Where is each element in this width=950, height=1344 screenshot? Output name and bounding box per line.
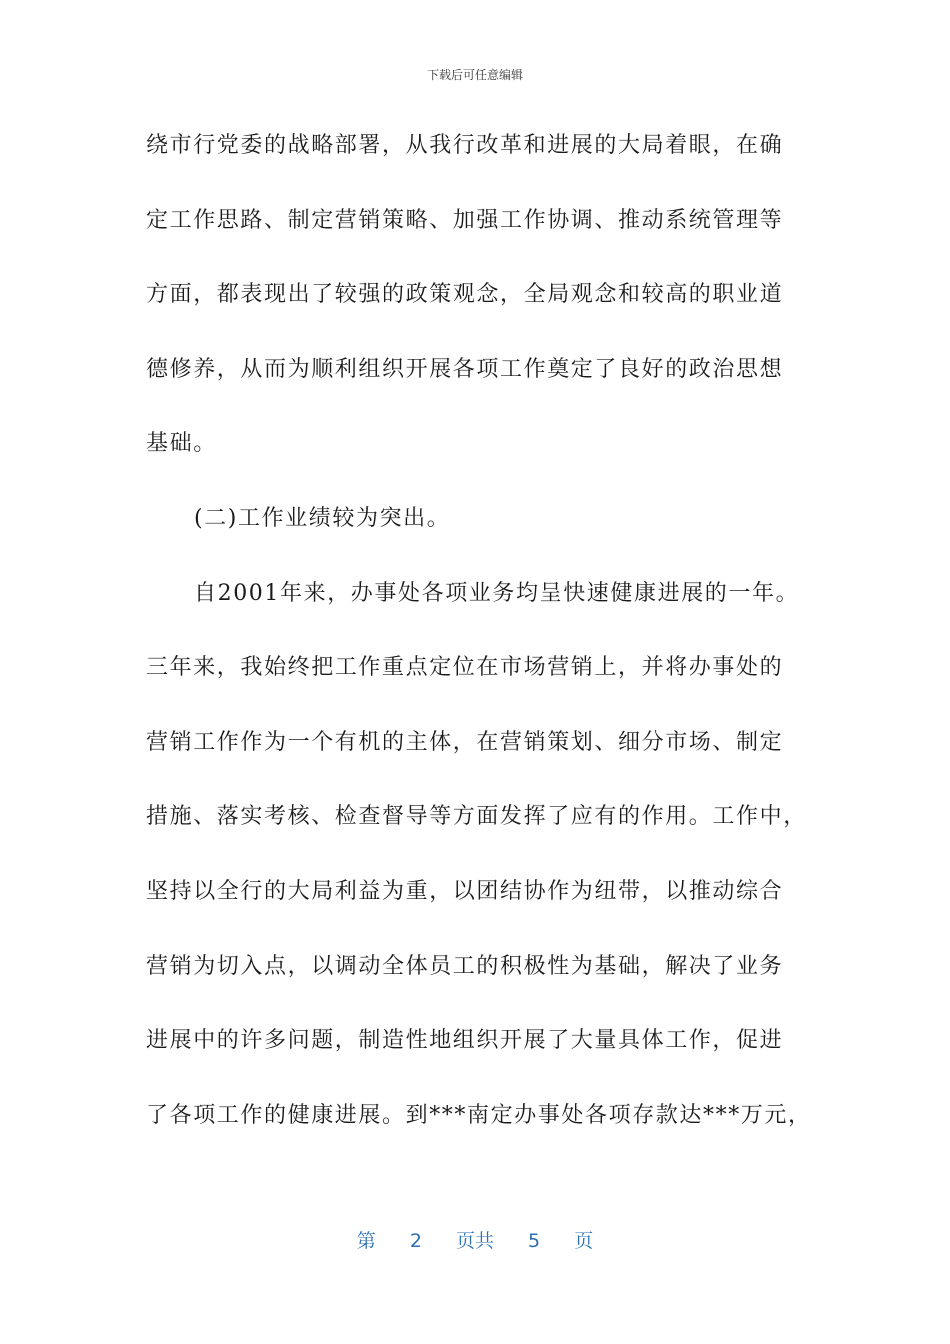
- paragraph-line: 营销为切入点，以调动全体员工的积极性为基础，解决了业务: [146, 953, 784, 979]
- paragraph-line: 德修养，从而为顺利组织开展各项工作奠定了良好的政治思想: [146, 356, 784, 382]
- page-header: 下载后可任意编辑: [426, 68, 523, 82]
- page-footer: [0, 1226, 950, 1253]
- footer-prefix: 第: [356, 1230, 376, 1252]
- paragraph-line: 了各项工作的健康进展。到***南定办事处各项存款达***万元，: [146, 1102, 812, 1128]
- paragraph-line: 进展中的许多问题，制造性地组织开展了大量具体工作，促进: [146, 1028, 784, 1054]
- paragraph-line: 措施、落实考核、检查督导等方面发挥了应有的作用。工作中，: [146, 804, 807, 830]
- paragraph-line: 营销工作作为一个有机的主体，在营销策划、细分市场、制定: [146, 729, 784, 755]
- paragraph-line: 绕市行党委的战略部署，从我行改革和进展的大局着眼，在确: [146, 133, 784, 158]
- footer-middle: 页共: [455, 1230, 494, 1252]
- total-pages-number: 5: [528, 1230, 541, 1252]
- paragraph-line: 定工作思路、制定营销策略、加强工作协调、推动系统管理等: [146, 207, 784, 233]
- paragraph-line: 基础。: [146, 431, 217, 457]
- current-page-number: 2: [409, 1230, 422, 1252]
- footer-suffix: 页: [574, 1230, 594, 1252]
- paragraph-line: 方面，都表现出了较强的政策观念，全局观念和较高的职业道: [146, 282, 784, 308]
- document-body: [146, 120, 812, 1164]
- section-heading: (二)工作业绩较为突出。: [194, 505, 451, 531]
- paragraph-line: 三年来，我始终把工作重点定位在市场营销上，并将办事处的: [146, 655, 784, 681]
- paragraph-line: 坚持以全行的大局利益为重，以团结协作为纽带，以推动综合: [146, 878, 784, 904]
- paragraph-line: 自2001年来，办事处各项业务均呈快速健康进展的一年。: [194, 580, 800, 606]
